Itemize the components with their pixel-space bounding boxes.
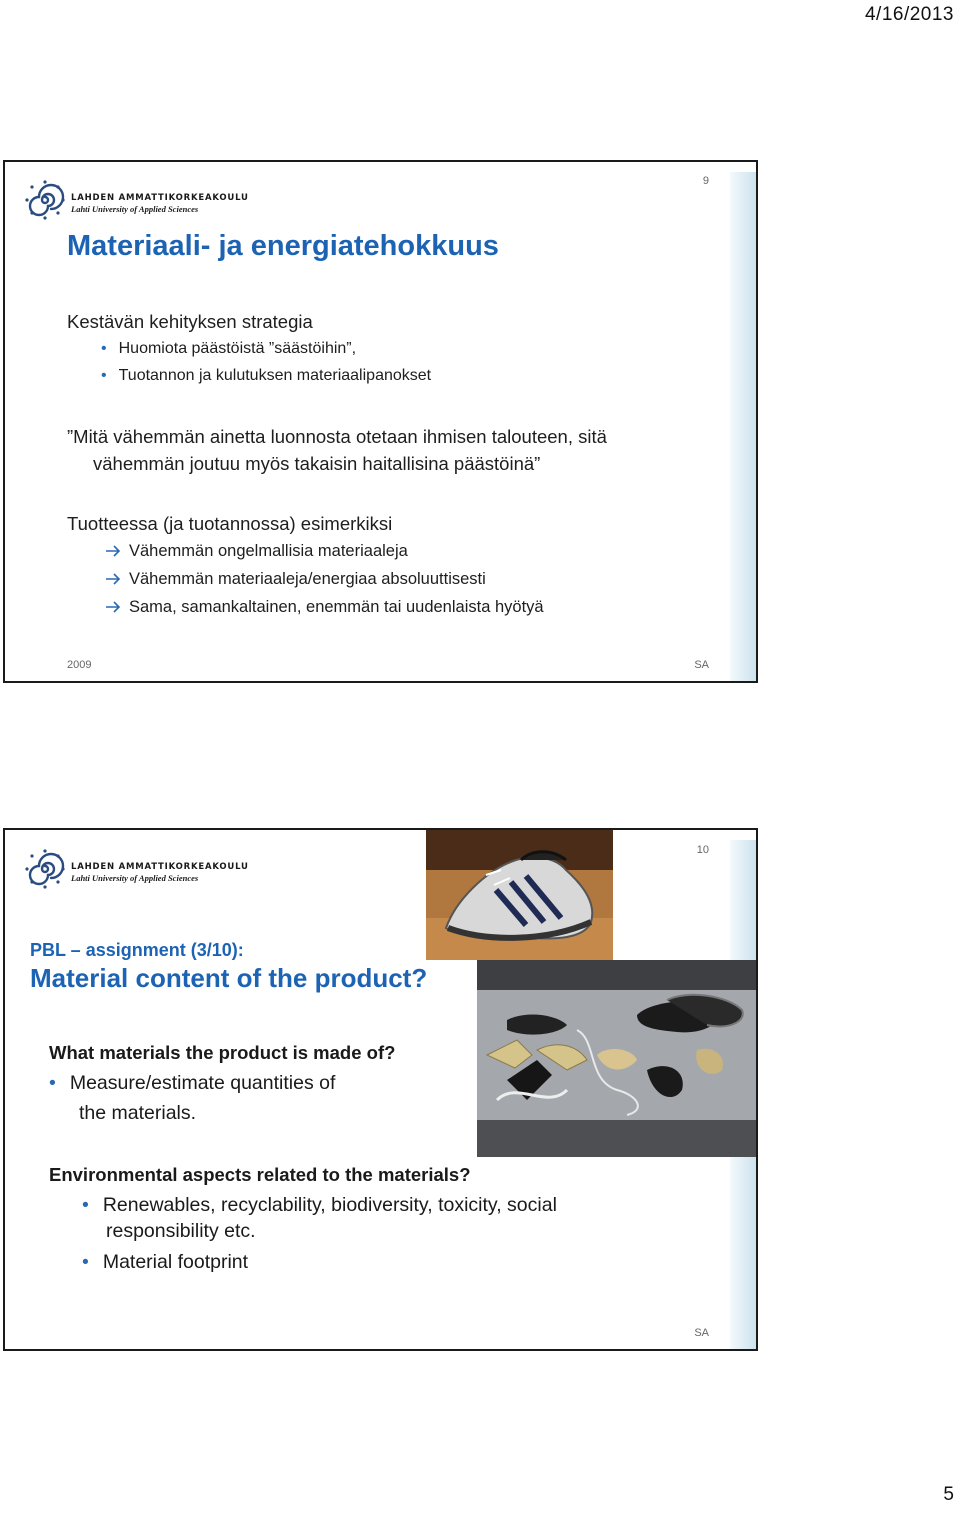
slide-footer-year: 2009 bbox=[67, 659, 92, 671]
page-date: 4/16/2013 bbox=[864, 4, 954, 25]
disassembled-shoe-photo bbox=[477, 960, 758, 1157]
question-heading: What materials the product is made of? bbox=[49, 1042, 396, 1063]
question-bullet-continuation: responsibility etc. bbox=[106, 1220, 256, 1242]
strategy-bullet: • Tuotannon ja kulutuksen materiaalipanokset bbox=[101, 367, 432, 384]
strategy-bullet: • Huomiota päästöistä ”säästöihin”, bbox=[101, 340, 357, 357]
slide-9 bbox=[3, 160, 758, 683]
slide-title: Material content of the product? bbox=[30, 963, 428, 993]
product-heading: Tuotteessa (ja tuotannossa) esimerkiksi bbox=[67, 513, 393, 534]
shoe-photo bbox=[426, 830, 613, 960]
arrow-right-icon bbox=[105, 601, 121, 613]
question-bullet: • Material footprint bbox=[82, 1251, 249, 1273]
logo-name: LAHDEN AMMATTIKORKEAKOULU bbox=[71, 862, 249, 872]
university-logo bbox=[25, 178, 249, 222]
question-heading: Environmental aspects related to the materials? bbox=[49, 1164, 471, 1185]
slide-number: 10 bbox=[696, 844, 709, 856]
arrow-list-item: Vähemmän ongelmallisia materiaaleja bbox=[105, 542, 408, 561]
arrow-right-icon bbox=[105, 545, 121, 557]
strategy-heading: Kestävän kehityksen strategia bbox=[67, 311, 313, 332]
slide-footer-initials: SA bbox=[694, 659, 709, 671]
logo-spiral-icon bbox=[25, 849, 65, 889]
slide-number: 9 bbox=[702, 175, 709, 187]
question-bullet: • Renewables, recyclability, biodiversity, toxicity, social bbox=[82, 1194, 557, 1216]
university-logo bbox=[25, 847, 249, 891]
page-number: 5 bbox=[943, 1484, 954, 1505]
slide-side-stripe bbox=[730, 172, 756, 681]
slide-subtitle: PBL – assignment (3/10): bbox=[30, 940, 244, 960]
question-bullet: • Measure/estimate quantities of bbox=[49, 1072, 336, 1094]
logo-spiral-icon bbox=[25, 180, 65, 220]
logo-name: LAHDEN AMMATTIKORKEAKOULU bbox=[71, 193, 249, 203]
slide-title: Materiaali- ja energiatehokkuus bbox=[67, 230, 499, 262]
question-bullet-continuation: the materials. bbox=[79, 1102, 197, 1124]
arrow-list-item: Vähemmän materiaaleja/energiaa absoluuttisesti bbox=[105, 570, 486, 589]
logo-subname: Lahti University of Applied Sciences bbox=[71, 204, 199, 214]
slide-10 bbox=[3, 828, 758, 1351]
slide-footer-initials: SA bbox=[694, 1327, 709, 1339]
quote-line: ”Mitä vähemmän ainetta luonnosta otetaan ihmisen talouteen, sitä bbox=[67, 426, 607, 447]
arrow-list-item: Sama, samankaltainen, enemmän tai uudenlaista hyötyä bbox=[105, 598, 544, 617]
logo-subname: Lahti University of Applied Sciences bbox=[71, 873, 199, 883]
arrow-right-icon bbox=[105, 573, 121, 585]
quote-line: vähemmän joutuu myös takaisin haitallisina päästöinä” bbox=[93, 453, 541, 474]
